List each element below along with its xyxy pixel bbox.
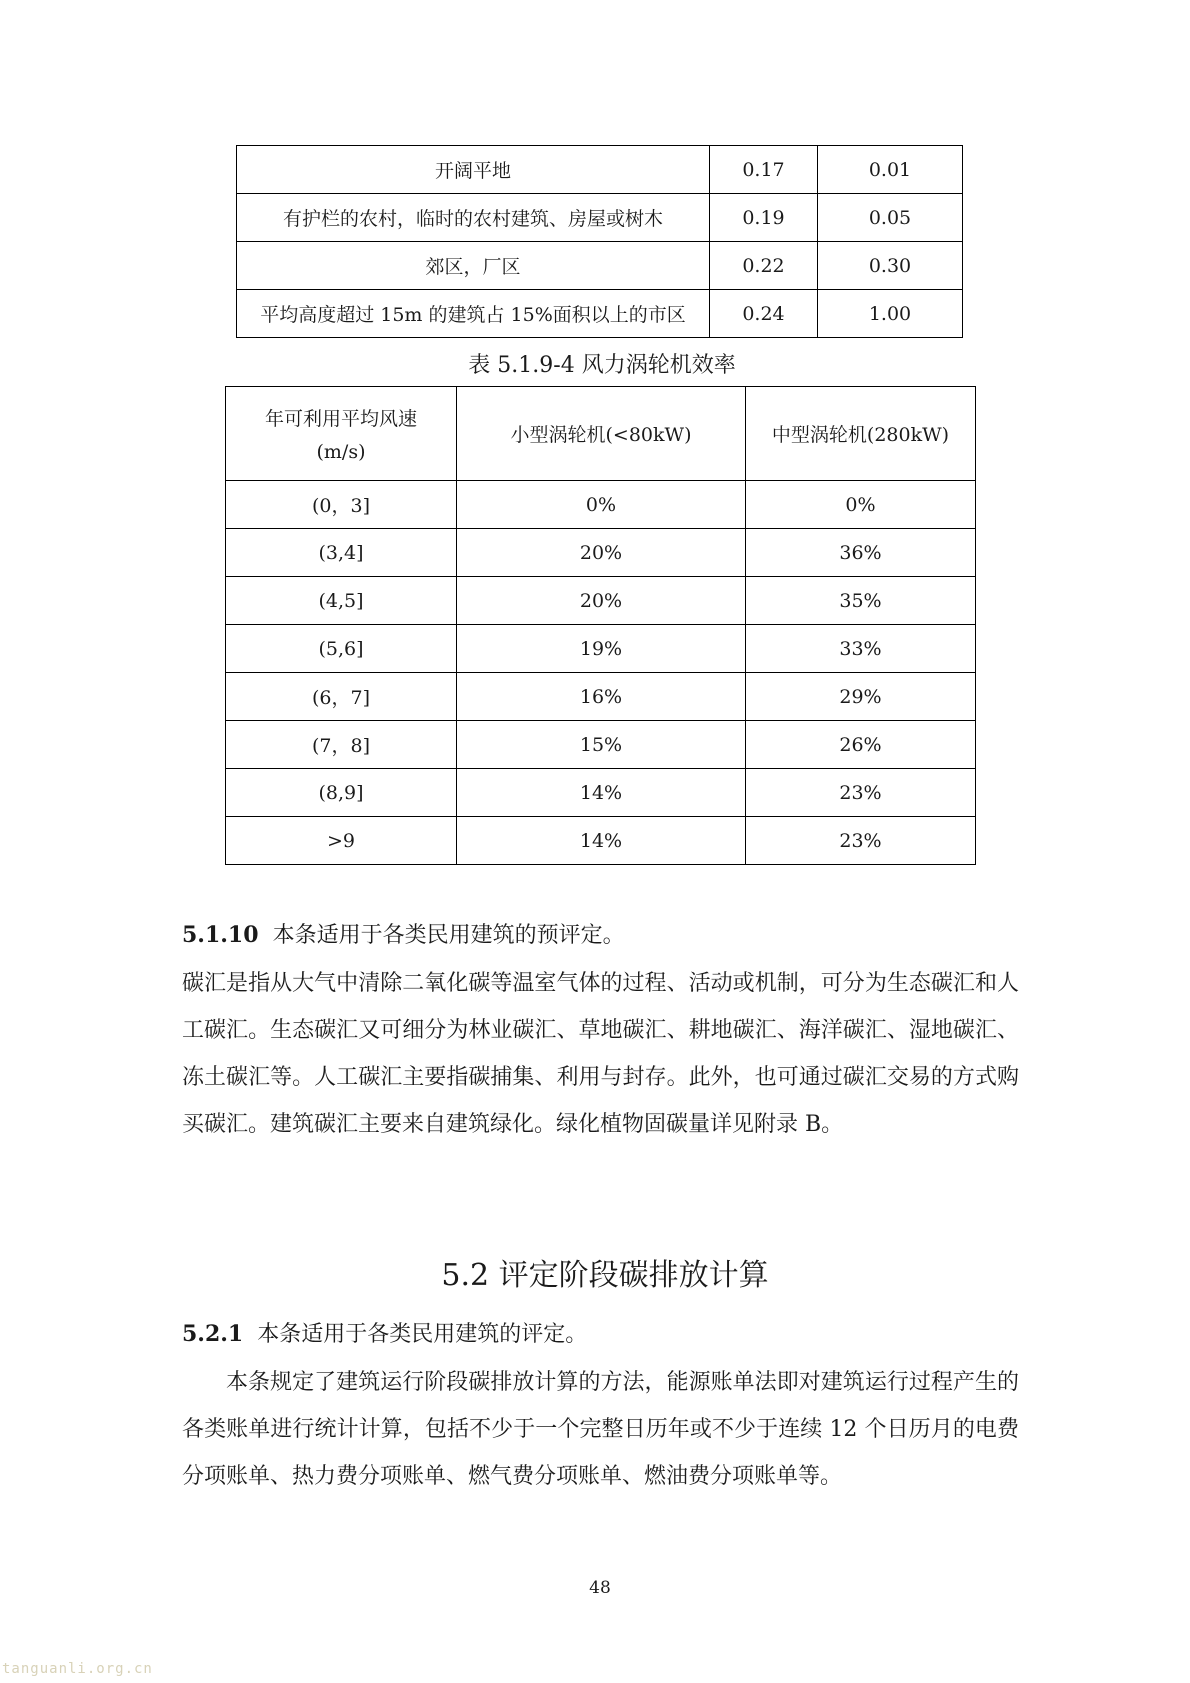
table-row <box>226 673 976 721</box>
table-cell: 33% <box>746 625 976 673</box>
clause-text: 本条适用于各类民用建筑的评定。 <box>257 1322 588 1347</box>
table-row <box>237 194 963 242</box>
table-cell: (5,6] <box>226 625 457 673</box>
header-small-turbine: 小型涡轮机(<80kW) <box>457 387 746 481</box>
table-cell: (6，7] <box>226 673 457 721</box>
table-row <box>237 146 963 194</box>
carbon-sink-paragraph: 碳汇是指从大气中清除二氧化碳等温室气体的过程、活动或机制，可分为生态碳汇和人工碳汇。生态碳汇又可细分为林业碳汇、草地碳汇、耕地碳汇、海洋碳汇、湿地碳汇、冻土碳汇等。人工碳汇主要指碳捕集、利用与封存。此外，也可通过碳汇交易的方式购买碳汇。建筑碳汇主要来自建筑绿化。绿化植物固碳量详见附录 B。 <box>182 971 1019 1137</box>
table-cell: 20% <box>457 577 746 625</box>
table-cell: 26% <box>746 721 976 769</box>
table-cell: 20% <box>457 529 746 577</box>
table-cell: 0.19 <box>710 194 818 242</box>
table-caption: 表 5.1.9-4 风力涡轮机效率 <box>468 353 736 378</box>
method-paragraph: 本条规定了建筑运行阶段碳排放计算的方法，能源账单法即对建筑运行过程产生的各类账单进行统计计算，包括不少于一个完整日历年或不少于连续 12 个日历月的电费分项账单、热力费分项账单、燃气费分项账单、燃油费分项账单等。 <box>182 1370 1019 1489</box>
table-row <box>226 721 976 769</box>
table-cell: 0.17 <box>710 146 818 194</box>
clause-5-1-10 <box>182 912 1019 959</box>
table-row <box>226 817 976 865</box>
table-cell: >9 <box>226 817 457 865</box>
section-title: 5.2 评定阶段碳排放计算 <box>441 1258 769 1293</box>
header-wind-speed <box>226 387 457 481</box>
clause-5-2-1 <box>182 1311 1019 1358</box>
table-cell: 19% <box>457 625 746 673</box>
table-row <box>237 290 963 338</box>
table-cell: 开阔平地 <box>237 146 710 194</box>
table-row <box>226 529 976 577</box>
table-cell: (8,9] <box>226 769 457 817</box>
table-cell: 15% <box>457 721 746 769</box>
table-header-row <box>226 387 976 481</box>
table-cell: (4,5] <box>226 577 457 625</box>
table-cell: 有护栏的农村，临时的农村建筑、房屋或树木 <box>237 194 710 242</box>
clause-number: 5.2.1 <box>182 1321 244 1347</box>
table-cell: 0% <box>457 481 746 529</box>
table-cell: 平均高度超过 15m 的建筑占 15%面积以上的市区 <box>237 290 710 338</box>
table-cell: 0.30 <box>818 242 963 290</box>
table-cell: 0.24 <box>710 290 818 338</box>
table-cell: 14% <box>457 769 746 817</box>
table-row <box>226 625 976 673</box>
clause-text: 本条适用于各类民用建筑的预评定。 <box>272 923 625 948</box>
table-cell: (0，3] <box>226 481 457 529</box>
table-row <box>226 481 976 529</box>
table-cell: 1.00 <box>818 290 963 338</box>
watermark: tanguanli.org.cn <box>2 1661 153 1677</box>
header-wind-speed-unit: (m/s) <box>316 441 366 463</box>
table-cell: (7，8] <box>226 721 457 769</box>
table-cell: 35% <box>746 577 976 625</box>
clause-number: 5.1.10 <box>182 922 259 948</box>
page-number: 48 <box>589 1578 611 1598</box>
table-cell: 23% <box>746 769 976 817</box>
table-cell: 0.05 <box>818 194 963 242</box>
header-medium-turbine: 中型涡轮机(280kW) <box>746 387 976 481</box>
table-row <box>226 577 976 625</box>
roughness-table <box>236 145 963 338</box>
table-row <box>237 242 963 290</box>
table-row <box>226 769 976 817</box>
header-wind-speed-label: 年可利用平均风速 <box>264 408 417 430</box>
table-cell: 0.22 <box>710 242 818 290</box>
table-cell: 14% <box>457 817 746 865</box>
turbine-efficiency-table <box>225 386 976 865</box>
table-cell: 郊区，厂区 <box>237 242 710 290</box>
table-cell: 23% <box>746 817 976 865</box>
table-cell: (3,4] <box>226 529 457 577</box>
table-cell: 36% <box>746 529 976 577</box>
table-cell: 16% <box>457 673 746 721</box>
table-cell: 0.01 <box>818 146 963 194</box>
table-cell: 29% <box>746 673 976 721</box>
table-cell: 0% <box>746 481 976 529</box>
